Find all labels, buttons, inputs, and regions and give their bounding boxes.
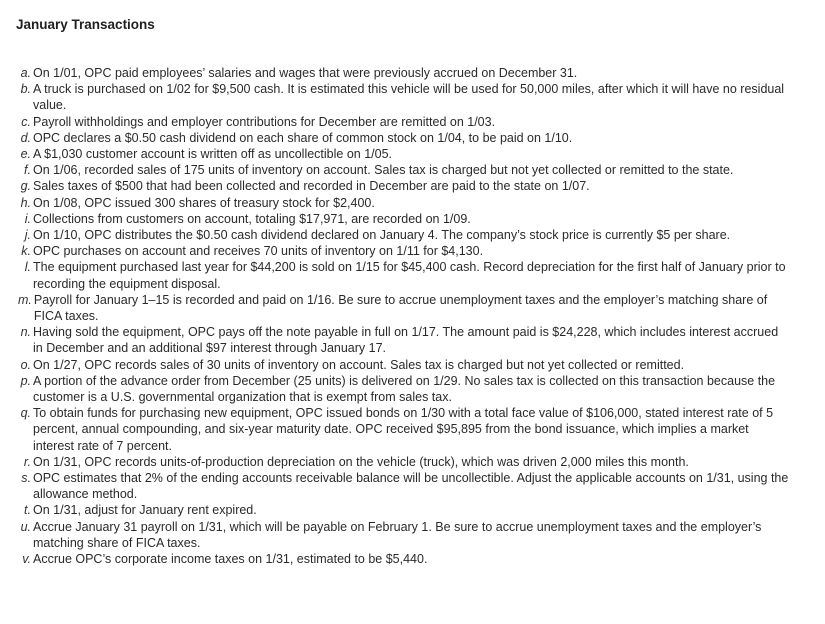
transaction-item <box>18 65 790 81</box>
transaction-text: On 1/08, OPC issued 300 shares of treasury stock for $2,400. <box>33 195 375 210</box>
transaction-text: On 1/01, OPC paid employees’ salaries and wages that were previously accrued on December 31. <box>33 66 578 80</box>
transaction-text: On 1/27, OPC records sales of 30 units of inventory on account. Sales tax is charged but not yet collected or remitted. <box>33 357 685 372</box>
transaction-list <box>18 65 790 567</box>
transaction-item <box>18 259 790 291</box>
transaction-item <box>18 373 790 405</box>
transaction-item <box>18 178 790 194</box>
transaction-text: Payroll for January 1–15 is recorded and paid on 1/16. Be sure to accrue unemployment taxes and the employer’s matching share of FICA taxes. <box>33 292 768 324</box>
transaction-text: On 1/10, OPC distributes the $0.50 cash dividend declared on January 4. The company’s stock price is currently $5 per share. <box>33 228 731 243</box>
transaction-letter: b. <box>20 82 31 97</box>
transaction-letter: f. <box>24 163 31 178</box>
transaction-text: On 1/31, OPC records units-of-production depreciation on the vehicle (truck), which was driven 2,000 miles this month. <box>33 454 689 469</box>
transaction-letter: r. <box>23 454 31 469</box>
transaction-item <box>18 243 790 259</box>
transaction-letter: h. <box>20 195 31 210</box>
transaction-letter: o. <box>20 357 31 372</box>
transaction-item <box>18 519 790 551</box>
transaction-letter: e. <box>20 147 31 162</box>
transaction-text: Accrue January 31 payroll on 1/31, which will be payable on February 1. Be sure to accrue unemployment taxes and the employer’s matching share of FICA taxes. <box>33 519 762 550</box>
transaction-text: On 1/31, adjust for January rent expired. <box>33 503 257 518</box>
transaction-item <box>18 162 790 178</box>
transaction-text: Payroll withholdings and employer contributions for December are remitted on 1/03. <box>33 114 496 129</box>
transaction-letter: j. <box>24 228 31 243</box>
transaction-item <box>18 502 790 518</box>
transaction-letter: v. <box>22 552 31 567</box>
transaction-text: A $1,030 customer account is written off as uncollectible on 1/05. <box>33 147 393 162</box>
page-title: January Transactions <box>16 17 155 32</box>
transaction-item <box>18 324 790 356</box>
transaction-letter: a. <box>20 66 31 80</box>
transaction-text: Accrue OPC’s corporate income taxes on 1/31, estimated to be $5,440. <box>33 552 428 567</box>
transaction-text: OPC estimates that 2% of the ending accounts receivable balance will be uncollectible. Adjust the applicable accounts on 1/31, using the allowance method. <box>33 471 789 502</box>
transaction-item <box>18 454 790 470</box>
transaction-item <box>18 114 790 130</box>
transaction-item <box>18 470 790 502</box>
transaction-text: Sales taxes of $500 that had been collected and recorded in December are paid to the state on 1/07. <box>33 179 590 194</box>
transaction-letter: c. <box>21 114 31 129</box>
transaction-text: The equipment purchased last year for $44,200 is sold on 1/15 for $45,400 cash. Record depreciation for the first half of January prior to recording the equipment disposal. <box>33 260 786 291</box>
transaction-letter: t. <box>24 503 31 518</box>
transaction-text: OPC purchases on account and receives 70 units of inventory on 1/11 for $4,130. <box>33 244 484 259</box>
transaction-letter: l. <box>24 260 31 275</box>
transaction-letter: u. <box>20 519 31 534</box>
transaction-letter: d. <box>20 130 31 145</box>
transaction-item <box>18 81 790 113</box>
transaction-text: On 1/06, recorded sales of 175 units of inventory on account. Sales tax is charged but not yet collected or remitted to the state. <box>33 163 734 178</box>
transaction-item <box>18 551 790 567</box>
transaction-item <box>18 211 790 227</box>
transaction-item <box>18 195 790 211</box>
transaction-letter: q. <box>20 406 31 421</box>
transaction-item <box>18 357 790 373</box>
transaction-item <box>18 146 790 162</box>
transaction-text: Having sold the equipment, OPC pays off the note payable in full on 1/17. The amount paid is $24,228, which includes interest accrued in December and an additional $97 interest through January 17. <box>33 325 779 356</box>
transaction-letter: k. <box>21 244 31 259</box>
transaction-item <box>18 227 790 243</box>
transaction-letter: p. <box>20 373 31 388</box>
transaction-text: A truck is purchased on 1/02 for $9,500 cash. It is estimated this vehicle will be used for 50,000 miles, after which it will have no residual value. <box>33 82 785 113</box>
transaction-item <box>18 292 790 324</box>
transaction-letter: g. <box>20 179 31 194</box>
transaction-item <box>18 405 790 454</box>
transaction-text: To obtain funds for purchasing new equipment, OPC issued bonds on 1/30 with a total face value of $106,000, stated interest rate of 5 percent, annual compounding, and six-year maturity date. OPC received $95,895 from the bond issuance, which implies a market interest rate of 7 percent. <box>33 406 774 453</box>
transaction-text: OPC declares a $0.50 cash dividend on each share of common stock on 1/04, to be paid on 1/10. <box>33 130 573 145</box>
transaction-letter: s. <box>21 471 31 486</box>
transaction-letter: m. <box>18 292 32 307</box>
transaction-item <box>18 130 790 146</box>
transaction-text: A portion of the advance order from December (25 units) is delivered on 1/29. No sales tax is collected on this transaction because the customer is a U.S. governmental organization that is exempt from sales tax. <box>33 373 776 405</box>
transaction-letter: i. <box>24 211 31 226</box>
transaction-letter: n. <box>20 325 31 340</box>
transaction-text: Collections from customers on account, totaling $17,971, are recorded on 1/09. <box>33 211 471 226</box>
